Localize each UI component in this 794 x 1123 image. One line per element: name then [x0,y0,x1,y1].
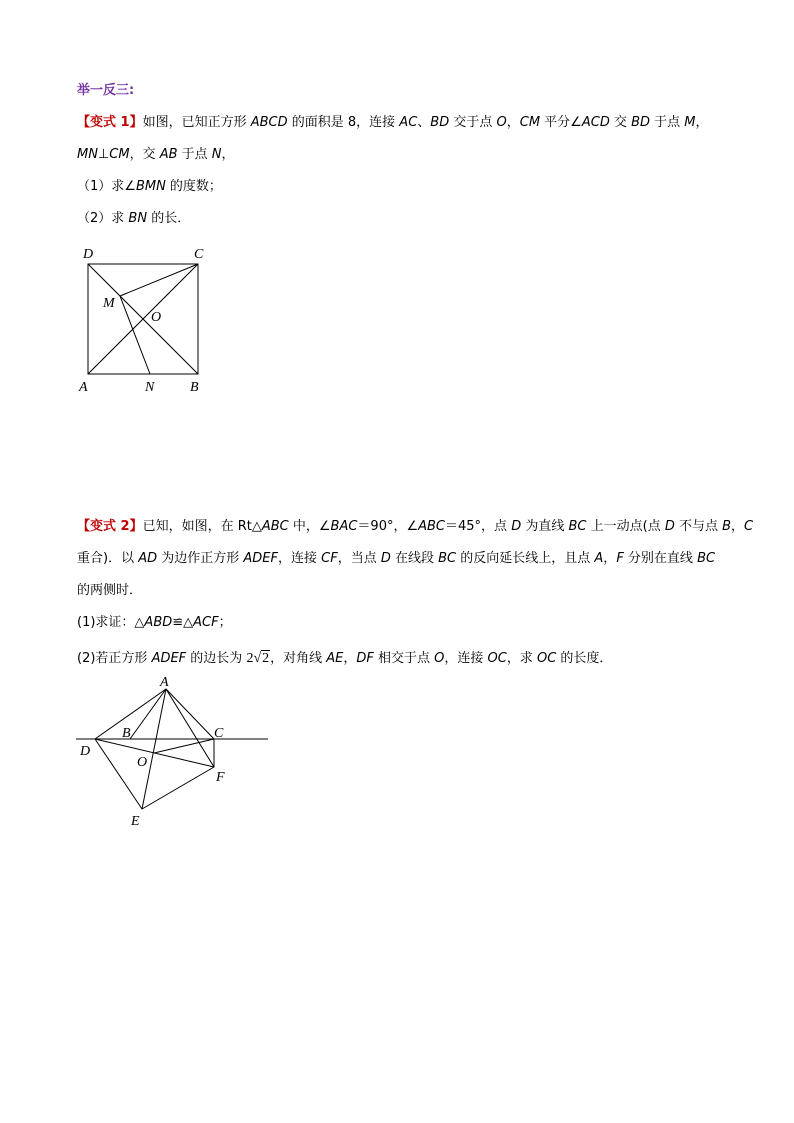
text: 、 [417,115,431,130]
label-o: O [137,755,148,770]
section-heading: 举一反三: [77,83,135,98]
text: 的反向延长线上，且点 [456,551,595,566]
sqrt-radicand: 2 [262,651,270,666]
text: ， [695,115,709,130]
text: D [380,551,391,566]
text: ， [731,519,745,534]
text: MN [77,147,98,162]
q1-line1 [77,114,709,132]
segment-oc [154,739,214,753]
text: D [511,519,522,534]
text: M [684,115,696,130]
text: 上一动点(点 [586,519,665,534]
text: AE [326,651,344,666]
text: AB [159,147,178,162]
text: AC [399,115,418,130]
text: BN [128,211,148,226]
q2-line3: 的两侧时． [77,583,143,598]
text: BD [631,115,651,130]
text: BC [438,551,457,566]
text: BC [568,519,587,534]
label-b: B [122,726,131,741]
text: ABCD [250,115,288,130]
text: 为直线 [521,519,569,534]
label-b: B [190,380,199,395]
sqrt-expression: 2√2 [246,651,270,666]
text: （1）求∠ [77,179,136,194]
text: 的边长为 [186,651,247,666]
text: 的面积是 8，连接 [287,115,400,130]
text: CM [109,147,130,162]
text: ABC [261,519,289,534]
text: ，求 [506,651,537,666]
text: 于点 [177,147,212,162]
text: ，连接 [444,651,488,666]
sqrt-coef: 2 [246,651,254,666]
text: 已知，如图，在 Rt△ [142,519,262,534]
text: C [744,519,754,534]
q2-tag: 【变式 2】 [77,519,143,534]
label-f: F [216,770,225,785]
q1-line2 [77,146,235,164]
q2-line1 [77,518,753,536]
diagonal-ae [142,689,166,809]
text: 交于点 [449,115,497,130]
text: DF [356,651,374,666]
text: （2）求 [77,211,129,226]
label-c: C [194,247,204,262]
q1-tag: 【变式 1】 [77,115,143,130]
label-d: D [83,247,94,262]
label-o: O [151,310,162,325]
text: O [434,651,445,666]
text: ACF [193,615,219,630]
q2-part2 [77,650,612,668]
label-c: C [214,726,224,741]
text: ACD [581,115,610,130]
text: AD [138,551,158,566]
text: ， [603,551,617,566]
text: ， [343,651,357,666]
text: OC [536,651,557,666]
text: ADEF [151,651,187,666]
q1-part2 [77,210,190,228]
label-e: E [131,814,140,829]
label-m: M [103,296,115,311]
q2-part1 [77,614,232,632]
text: BAC [330,519,358,534]
text: 如图，已知正方形 [142,115,251,130]
text: CM [519,115,541,130]
text: 分别在直线 [623,551,698,566]
segment-mn [120,296,150,374]
text: BD [430,115,450,130]
text: 中，∠ [288,519,331,534]
text: ＝90°，∠ [357,519,419,534]
q2-figure [70,675,280,835]
text: ，交 [129,147,160,162]
text: D [664,519,675,534]
text: 重合)．以 [77,551,139,566]
text: ， [506,115,520,130]
text: ，对角线 [270,651,327,666]
text: BC [697,551,716,566]
text: 的度数； [165,179,222,194]
text: ADEF [243,551,278,566]
text: 平分∠ [540,115,582,130]
text: OC [487,651,507,666]
label-a: A [160,675,169,690]
label-d: D [80,744,91,759]
text: B [722,519,732,534]
q1-figure [70,240,220,400]
text: A [594,551,604,566]
text: 为边作正方形 [157,551,244,566]
text: 的长度． [556,651,613,666]
text: ABD [144,615,173,630]
text: ≌△ [172,615,194,630]
text: (1)求证：△ [77,615,145,630]
label-a: A [79,380,88,395]
text: ，当点 [337,551,381,566]
segment-cm [120,264,198,296]
text: ，连接 [278,551,322,566]
text: ABC [418,519,446,534]
q1-part1 [77,178,222,196]
text: O [496,115,507,130]
text: N [211,147,222,162]
text: BMN [135,179,166,194]
q2-line2 [77,550,715,568]
text: 的长． [147,211,191,226]
text: ， [221,147,235,162]
text: F [616,551,624,566]
text: ⊥ [97,147,110,162]
label-n: N [145,380,155,395]
text: 不与点 [674,519,723,534]
text: 于点 [650,115,685,130]
text: 在线段 [390,551,439,566]
text: ； [218,615,232,630]
text: 交 [609,115,632,130]
text: ＝45°，点 [445,519,512,534]
text: 相交于点 [373,651,435,666]
text: CF [321,551,338,566]
text: (2)若正方形 [77,651,152,666]
segment-ac [166,689,214,739]
